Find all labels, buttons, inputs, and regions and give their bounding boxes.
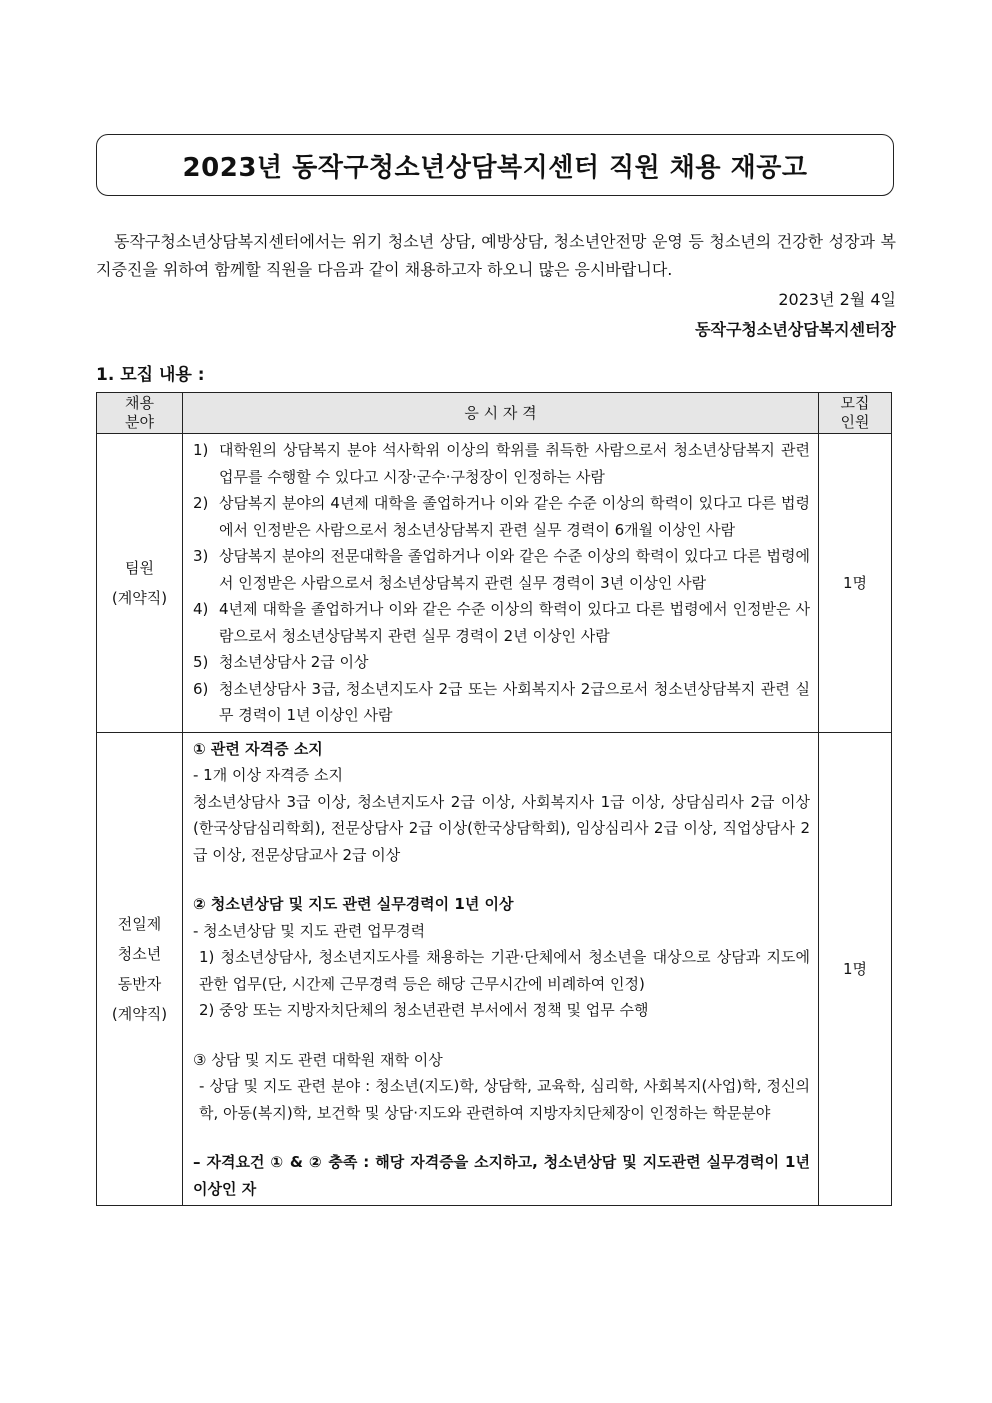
header-field-line1: 채용 [125,394,154,412]
intro-paragraph [96,228,896,284]
field-name: 팀원 [125,558,154,577]
field-cell [97,732,183,1206]
spacer [193,868,810,891]
item-number: 3) [193,547,209,565]
item-text: 청소년상담사 3급, 청소년지도사 2급 또는 사회복지사 2급으로서 청소년상담복지 관련 실무 경력이 1년 이상인 사람 [219,679,810,724]
summary-note: – 자격요건 ① & ② 충족 : 해당 자격증을 소지하고, 청소년상담 및 지도관련 실무경력이 1년 이상인 자 [193,1153,810,1198]
q3-title: ③ 상담 및 지도 관련 대학원 재학 이상 [193,1050,443,1069]
item-number: 5) [193,653,209,671]
issuer-name: 동작구청소년상담복지센터장 [695,320,896,339]
field-name-line3: 동반자 [117,974,162,993]
list-item [193,676,810,729]
spacer [193,1024,810,1047]
q1-sub: - 1개 이상 자격증 소지 [193,766,343,784]
q2-item1: 1) 청소년상담사, 청소년지도사를 채용하는 기관·단체에서 청소년을 대상으로 상담과 지도에 관한 업무(단, 시간제 근무경력 등은 해당 근무시간에 비례하여 인정) [199,948,810,993]
item-number: 1) [193,441,209,459]
q2-item2: 2) 중앙 또는 지방자치단체의 청소년관련 부서에서 정책 및 업무 수행 [199,1001,649,1019]
list-item [193,649,810,676]
item-text: 상담복지 분야의 4년제 대학을 졸업하거나 이와 같은 수준 이상의 학력이 있다고 다른 법령에서 인정받은 사람으로서 청소년상담복지 관련 실무 경력이 6개월 이상인 사람 [219,494,810,539]
intro-text: 동작구청소년상담복지센터에서는 위기 청소년 상담, 예방상담, 청소년안전망 운영 등 청소년의 건강한 성장과 복지증진을 위하여 함께할 직원을 다음과 같이 채용하고자 하오니 많은 응시바랍니다. [96,232,896,279]
header-count [819,393,892,434]
title-box [96,134,894,196]
q2-title: ② 청소년상담 및 지도 관련 실무경력이 1년 이상 [193,895,514,913]
field-name-line2: 청소년 [117,944,162,963]
table-row [97,732,892,1206]
qualification-cell [183,434,819,733]
list-item [193,490,810,543]
q1-title: ① 관련 자격증 소지 [193,739,323,758]
item-text: 청소년상담사 2급 이상 [219,653,369,671]
header-count-line2: 인원 [840,413,870,431]
list-item [193,437,810,490]
header-count-line1: 모집 [840,394,870,412]
header-field [97,393,183,434]
count-cell: 1명 [819,732,892,1206]
item-text: 4년제 대학을 졸업하거나 이와 같은 수준 이상의 학력이 있다고 다른 법령에서 인정받은 사람으로서 청소년상담복지 관련 실무 경력이 2년 이상인 사람 [219,600,810,645]
field-type: (계약직) [111,1004,168,1023]
field-name-line1: 전일제 [117,914,162,933]
item-number: 4) [193,600,209,618]
header-field-line2: 분야 [125,413,154,431]
field-type: (계약직) [111,588,168,607]
q2-sub: - 청소년상담 및 지도 관련 업무경력 [193,921,426,940]
announcement-date: 2023년 2월 4일 [778,290,896,309]
table-header-row [97,393,892,434]
table-row [97,434,892,733]
item-number: 6) [193,679,209,698]
spacer [193,1126,810,1149]
field-cell [97,434,183,733]
header-qualification: 응 시 자 격 [183,393,819,434]
item-text: 상담복지 분야의 전문대학을 졸업하거나 이와 같은 수준 이상의 학력이 있다고 다른 법령에서 인정받은 사람으로서 청소년상담복지 관련 실무 경력이 3년 이상인 사람 [219,547,810,592]
qualification-cell [183,732,819,1206]
item-text: 대학원의 상담복지 분야 석사학위 이상의 학위를 취득한 사람으로서 청소년상담복지 관련 업무를 수행할 수 있다고 시장·군수·구청장이 인정하는 사람 [219,441,810,486]
list-item [193,596,810,649]
requirement-list [193,437,810,729]
q1-detail: 청소년상담사 3급 이상, 청소년지도사 2급 이상, 사회복지사 1급 이상, 상담심리사 2급 이상(한국상담심리학회), 전문상담사 2급 이상(한국상담학회), 임상심리사 2급 이상, 직업상담사 2급 이상, 전문상담교사 2급 이상 [193,792,810,864]
list-item [193,543,810,596]
count-cell: 1명 [819,434,892,733]
page-title: 2023년 동작구청소년상담복지센터 직원 채용 재공고 [182,152,808,183]
section-title: 1. 모집 내용 : [96,365,205,385]
recruitment-table [96,392,892,1206]
item-number: 2) [193,494,209,512]
q3-detail: - 상담 및 지도 관련 분야 : 청소년(지도)학, 상담학, 교육학, 심리학, 사회복지(사업)학, 정신의학, 아동(복지)학, 보건학 및 상담·지도와 관련하여 지방자치단체장이 인정하는 학문분야 [199,1077,810,1122]
